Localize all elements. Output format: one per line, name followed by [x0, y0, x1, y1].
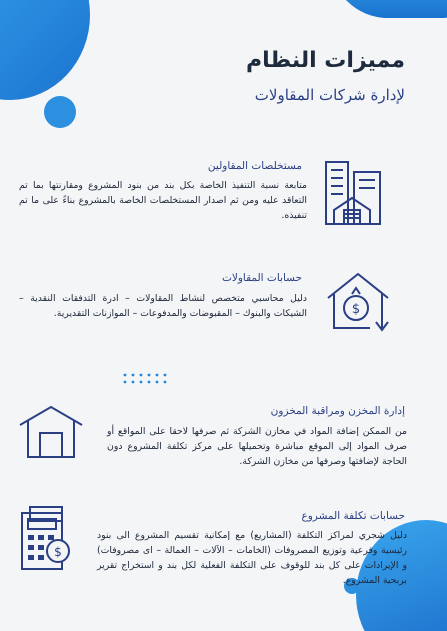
section-4-body: دليل شجري لمراكز التكلفة (المشاريع) مع إمكانية تقسيم المشروع الى بنود رئيسية وفرعية وتوزيع المصروفات (الخامات – الآلات – العمالة – اى مصروفات) و الإيرادات على كل بند للوقوف على التكلفة الفعلية لكل بند و استخراج تقرير بربحية المشروع. [97, 530, 407, 586]
warehouse-icon [16, 403, 86, 463]
calculator-money-icon [18, 505, 74, 575]
section-2-body: دليل محاسبي متخصص لنشاط المقاولات – ادرة التدفقات النقدية – الشيكات والبنوك – المقبوضات والمدفوعات – الموازنات التقديرية. [19, 293, 307, 319]
page-title: مميزات النظام [246, 48, 405, 73]
top-right-blob [330, 0, 447, 18]
section-1-body: متابعة نسبة التنفيذ الخاصة بكل بند من بنود المشروع ومقارنتها بما تم التعاقد عليه ومن ثم اصدار المستخلصات الخاصة بالمشروع بناءً على ما تم تنفيذه. [19, 180, 307, 221]
house-money-icon [322, 268, 394, 338]
page-subtitle: لإدارة شركات المقاولات [254, 86, 405, 104]
section-4-title: حسابات تكلفة المشروع [301, 510, 405, 522]
svg-text:$: $ [351, 302, 361, 317]
section-2-title: حسابات المقاولات [221, 272, 302, 284]
buildings-icon [320, 156, 386, 232]
top-left-small-circle [44, 96, 76, 128]
section-3-body: من الممكن إضافة المواد في مخازن الشركة ثم صرفها لاحقا على المواقع أو صرف المواد إلى الموقع مباشرة وتحميلها على مركز تكلفة المشروع دون الحاجة لإضافتها وصرفها من مخازن الشركة. [107, 426, 407, 467]
section-3-title: إدارة المخزن ومراقبة المخزون [270, 405, 405, 417]
dots-divider [122, 372, 168, 384]
svg-text:$: $ [54, 545, 62, 559]
top-left-blob [0, 0, 90, 100]
section-1-title: مستخلصات المقاولين [207, 160, 302, 172]
